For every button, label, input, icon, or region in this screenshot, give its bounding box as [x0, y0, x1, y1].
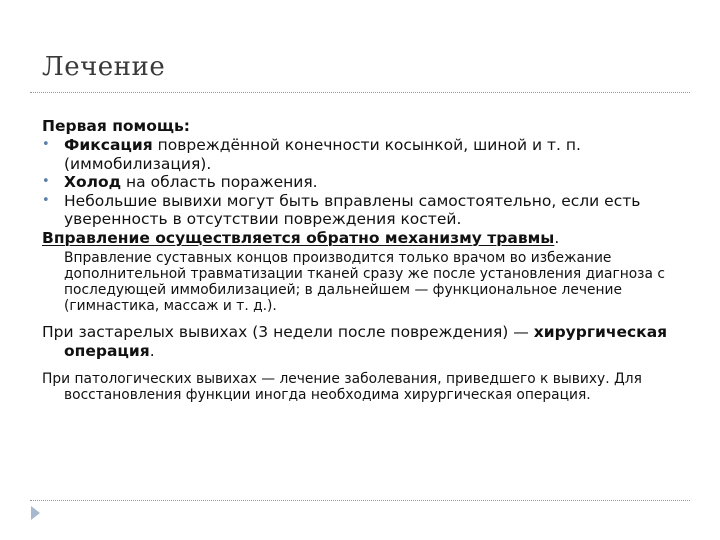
- bullet-icon: •: [42, 174, 50, 189]
- bullet-icon: •: [42, 137, 50, 152]
- list-item: [42, 136, 682, 173]
- reduction-lead-text: Вправление осуществляется обратно механизму травмы: [42, 228, 555, 247]
- bullet-icon: •: [42, 192, 50, 208]
- list-item: [42, 173, 682, 192]
- reduction-lead: [42, 229, 682, 248]
- bullet-bold: Холод: [64, 173, 122, 191]
- chronic-paragraph: [42, 323, 682, 361]
- chronic-text: При застарелых вывихах (3 недели после повреждения) —: [42, 322, 534, 341]
- bullet-text: Небольшие вывихи могут быть вправлены самостоятельно, если есть уверенность в отсутствии повреждения костей.: [64, 191, 641, 228]
- first-aid-heading: Первая помощь:: [42, 117, 191, 135]
- reduction-detail: Вправление суставных концов производится только врачом во избежание дополнительной травматизации тканей сразу же после установления диагноза с последующей иммобилизацией; в дальнейшем — функциональное лечение (гимнастика, массаж и т. д.).: [64, 249, 665, 315]
- list-item: [42, 192, 682, 229]
- reduction-lead-end: .: [554, 228, 560, 247]
- title-divider: [30, 92, 690, 93]
- first-aid-list: [42, 136, 682, 229]
- chronic-bold: хирургическая операция: [64, 322, 668, 360]
- footer-divider: [30, 500, 690, 501]
- bullet-text: на область поражения.: [121, 173, 318, 191]
- slide-title: Лечение: [42, 52, 166, 82]
- triangle-right-icon[interactable]: [31, 506, 40, 520]
- pathologic-paragraph: При патологических вывихах — лечение заболевания, приведшего к вывиху. Для восстановления функции иногда необходима хирургическая операция.: [42, 370, 642, 404]
- bullet-bold: Фиксация: [64, 136, 153, 154]
- slide-content: [42, 117, 682, 404]
- bullet-text: повреждённой конечности косынкой, шиной и т. п. (иммобилизация).: [64, 136, 581, 173]
- chronic-end: .: [149, 341, 155, 360]
